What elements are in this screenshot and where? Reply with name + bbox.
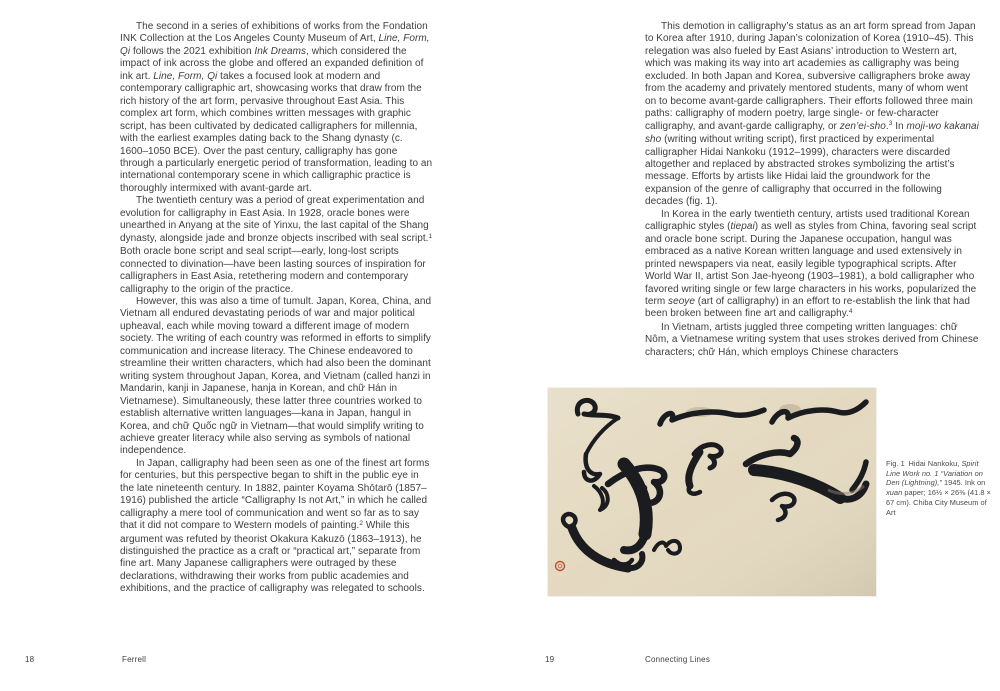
text-segment: Both oracle bone script and seal script—early, long-lost scripts connected to divination—have been lasting sources of inspiration for calligraphers in East Asia, retethering modern and contemporary calligraphy to the origin of the practice. xyxy=(120,232,436,295)
text-segment: 1945. Ink on xyxy=(941,478,988,488)
running-footer-title: Connecting Lines xyxy=(645,655,711,664)
text-segment: tiepai xyxy=(730,221,755,233)
left-page-text-column xyxy=(120,21,436,596)
figure-caption xyxy=(886,459,994,517)
text-segment: (art of calligraphy) in an effort to re-establish the link that had been broken between fine art and calligraphy. xyxy=(645,295,973,320)
footnote-marker: 4 xyxy=(848,308,853,316)
text-segment: (writing without writing script), first practiced by experimental calligrapher Hidai Nankoku (1912–1999), characters were discarded altogether and replaced by abstracted strokes symbolizing the artist’s message. Efforts by artists like Hidai laid the groundwork for the expansion of the genre of calligraphy that occurred in the following decades (fig. 1). xyxy=(645,134,958,208)
paragraph xyxy=(645,321,982,359)
text-segment: xuan xyxy=(886,488,903,498)
text-segment: Line, Form, Qi xyxy=(153,70,218,82)
text-segment: However, this was also a time of tumult. Japan, Korea, China, and Vietnam all endured devastating periods of war and major political upheaval, each while moving toward a different image of modern society. The writing of each country was reformed in efforts to simplify communication and increase literacy. The Chinese endeavored to streamline their written characters, which had also been the dominant writing system throughout Japan, Korea, and Vietnam (called hanzi in Mandarin, kanji in Japanese, hanja in Korean, and chữ Hán in Vietnamese). Simultaneously, these latter three countries worked to establish alternative written languages—kana in Japan, hangul in Korea, and chữ Quốc ngữ in Vietnam—that would simplify writing to achieve greater literacy while also serving as symbols of national independence. xyxy=(120,295,434,457)
text-segment: zen’ei-sho xyxy=(839,120,886,132)
text-segment: In xyxy=(892,120,907,132)
right-page-text-column xyxy=(645,21,982,359)
text-segment: This demotion in calligraphy’s status as an art form spread from Japan to Korea after 1910, during Japan’s colonization of Korea (1910–45). This relegation was also fueled by East Asians’ introduction to Western art, which was making its way into art academies as calligraphy was being excluded. In both Japan and Korea, subversive calligraphers broke away from the academy and privately mentored students, many of whom went on to become avant-garde calligraphers. Their efforts followed three main paths: calligraphy of modern poetry, large single- or few-character calligraphy, and avant-garde calligraphy, or xyxy=(645,21,979,132)
text-segment: In Japan, calligraphy had been seen as one of the finest art forms for centuries, but this perspective began to shift in the public eye in the late nineteenth century. In 1882, painter Koyama Shōtarō (1857–1916) published the article “Calligraphy Is not Art,” in which he called calligraphy a mere tool of communication and went so far as to say that it did not compare to Western models of painting. xyxy=(120,457,433,532)
paragraph xyxy=(645,209,979,322)
text-segment: paper; 16½ × 26⅜ (41.8 × 67 cm). Chiba City Museum of Art xyxy=(886,488,994,517)
text-segment: In Korea in the early twentieth century, artists used traditional Korean calligraphic styles ( xyxy=(645,208,973,233)
footnote-marker: 2 xyxy=(359,519,363,527)
paragraph xyxy=(120,195,436,296)
page-number-left: 18 xyxy=(25,655,35,664)
running-footer-author: Ferrell xyxy=(122,655,147,664)
text-segment: Spirit Line Work no. 1 “Variation on Den (Lightning),” xyxy=(886,459,986,488)
text-segment: . xyxy=(885,120,889,132)
footnote-marker: 1 xyxy=(428,232,433,240)
calligraphy-artwork-image xyxy=(548,388,876,596)
page-number-right: 19 xyxy=(545,655,555,664)
text-segment: , which considered the impact of ink across the globe and offered an expanded definition of ink art. xyxy=(120,45,427,82)
text-segment: Fig. 1 Hidai Nankoku, xyxy=(886,459,962,468)
text-segment: The second in a series of exhibitions of works from the Fondation INK Collection at the Los Angeles County Museum of Art, xyxy=(120,21,431,45)
text-segment: takes a focused look at modern and contemporary calligraphic art, showcasing works that draw from the rich history of the art form, pervasive throughout East Asia. This complex art form, which combines written messages with graphic script, has been cultivated by dedicated calligraphers for millennia, with the earliest examples dating back to the Shang dynasty (c. 1600–1050 BCE). Over the past century, calligraphy has gone through a particularly energetic period of transformation, leading to an international contemporary scene in which calligraphic practice is thoroughly intermixed with avant-garde art. xyxy=(120,70,435,194)
text-segment: While this argument was refuted by theorist Okakura Kakuzō (1863–1913), he distinguished the practice as a craft or “practical art,” separate from fine art. Many Japanese calligraphers were outraged by these declarations, withdrawing their works from public academies and exhibitions, and the practice of calligraphy was relegated to schools. xyxy=(120,520,425,595)
text-segment: follows the 2021 exhibition xyxy=(130,45,255,57)
text-segment: Ink Dreams xyxy=(254,45,307,57)
paragraph xyxy=(120,21,433,195)
text-segment: moji-wo kakanai sho xyxy=(645,120,982,146)
text-segment: ) as well as styles from China, favoring seal script and oracle bone script. During the Japanese occupation, hangul was embraced as a native Korean written language and used extensively in printed newspapers via neat, easily legible typographical scripts. After World War II, artist Son Jae-hyeong (1903–1981), a bold calligrapher who favored writing single or few large characters in his works, popularized the term xyxy=(645,221,980,307)
text-segment: Line, Form, Qi xyxy=(120,33,433,57)
text-segment: The twentieth century was a period of great experimentation and evolution for calligraphy in East Asia. In 1928, oracle bones were unearthed in Anyang at the site of Yinxu, the last capital of the Shang dynasty, alongside jade and bronze objects inscribed with seal script. xyxy=(120,195,432,244)
paragraph xyxy=(120,458,433,596)
text-segment: In Vietnam, artists juggled three competing written languages: chữ Nôm, a Vietnamese writing system that uses strokes derived from Chinese characters; chữ Hán, which employs Chinese characters xyxy=(645,321,982,358)
text-segment: seoye xyxy=(668,295,695,307)
paragraph xyxy=(645,21,982,209)
paragraph xyxy=(120,296,433,458)
footnote-marker: 3 xyxy=(888,120,893,128)
